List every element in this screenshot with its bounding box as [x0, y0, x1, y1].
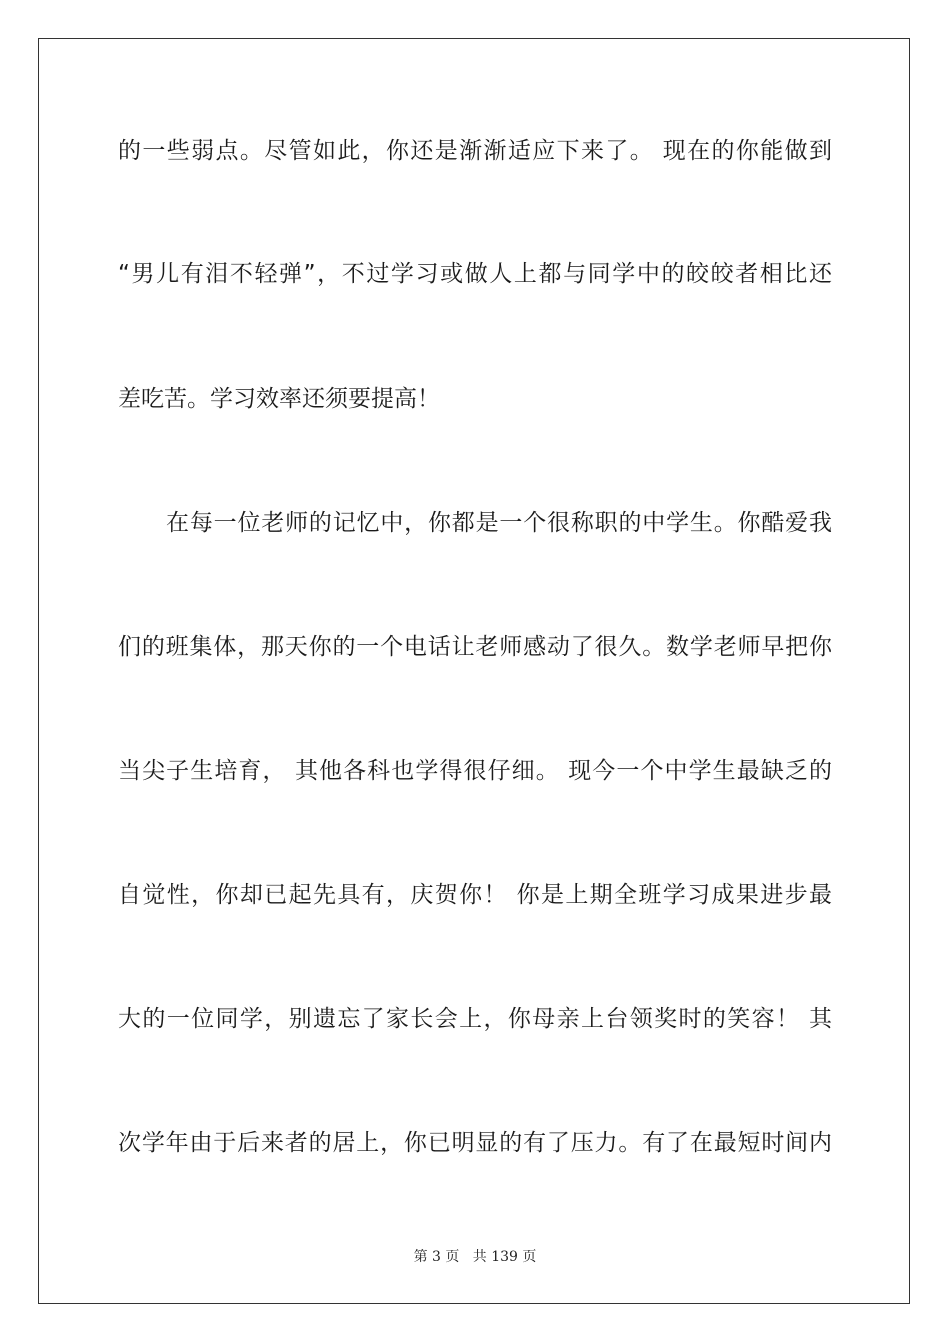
text-line-6: 当尖子生培育， 其他各科也学得很仔细。 现今一个中学生最缺乏的 [118, 758, 832, 784]
text-line-5: 们的班集体，那天你的一个电话让老师感动了很久。数学老师早把你 [118, 634, 832, 660]
text-line-2: “男儿有泪不轻弹”，不过学习或做人上都与同学中的皎皎者相比还 [118, 261, 832, 287]
text-line-8: 大的一位同学，别遗忘了家长会上，你母亲上台领奖时的笑容！ 其 [118, 1006, 832, 1032]
text-line-9: 次学年由于后来者的居上，你已明显的有了压力。有了在最短时间内 [118, 1130, 832, 1156]
text-line-1: 的一些弱点。尽管如此，你还是渐渐适应下来了。 现在的你能做到 [118, 138, 832, 164]
total-pages: 共 139 页 [472, 1249, 537, 1265]
text-line-3: 差吃苦。学习效率还须要提高！ [118, 386, 440, 412]
page-border [38, 38, 910, 1304]
page-number: 第 3 页 [413, 1249, 460, 1265]
page-footer [0, 1246, 950, 1266]
text-line-7: 自觉性，你却已起先具有，庆贺你！ 你是上期全班学习成果进步最 [118, 882, 832, 908]
text-line-4: 在每一位老师的记忆中，你都是一个很称职的中学生。你酷爱我 [166, 510, 832, 536]
